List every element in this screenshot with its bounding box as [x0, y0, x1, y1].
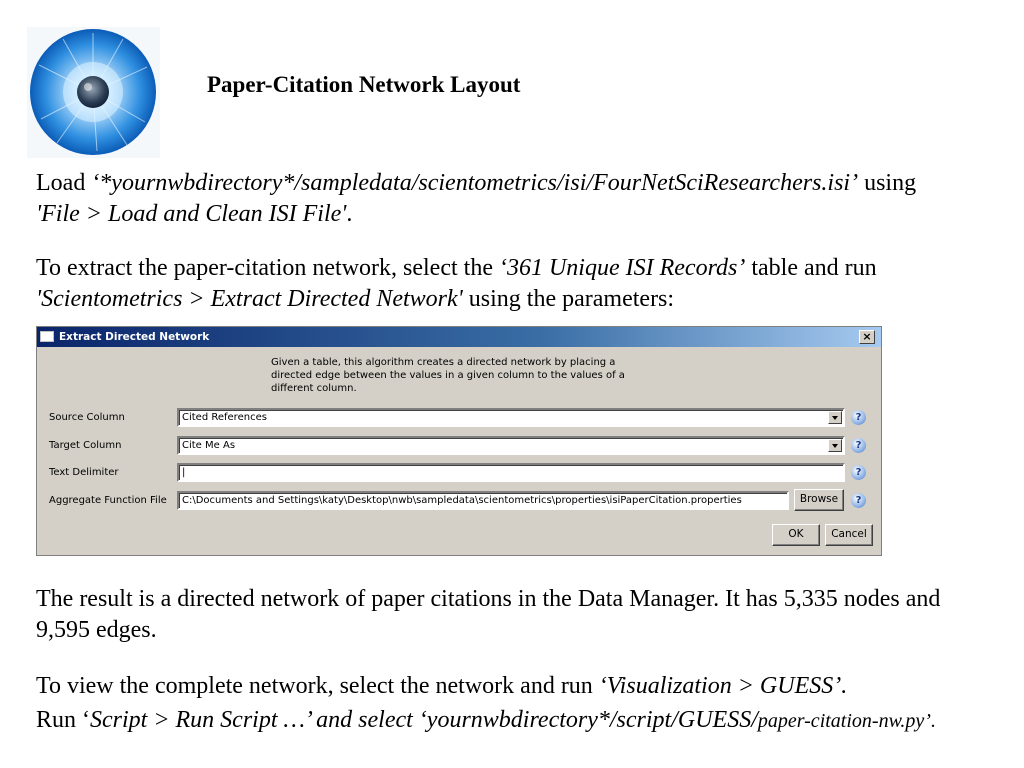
aggregate-function-file-value: C:\Documents and Settings\katy\Desktop\nwb\sampledata\scientometrics\properties\isiPaperCitation.properties: [182, 495, 742, 506]
p4-script-path: Script > Run Script …’ and select ‘yournwbdirectory*/script/GUESS/: [90, 707, 758, 733]
target-column-value: Cite Me As: [182, 440, 236, 451]
text-delimiter-input[interactable]: [177, 463, 845, 482]
dialog-description: Given a table, this algorithm creates a directed network by placing a directed edge between the values in a given column to the values of a different column.: [271, 357, 625, 394]
source-column-select[interactable]: [177, 408, 845, 427]
cancel-button[interactable]: Cancel: [825, 524, 873, 546]
target-help-icon[interactable]: ?: [851, 438, 866, 453]
ok-button[interactable]: OK: [772, 524, 820, 546]
aggregate-function-file-label: Aggregate Function File: [49, 495, 167, 506]
text-delimiter-value: |: [182, 467, 186, 478]
p2-text-3: table and run: [745, 255, 877, 281]
source-column-label: Source Column: [49, 412, 125, 423]
p1-menu-path: 'File > Load and Clean ISI File': [36, 201, 347, 227]
source-help-icon[interactable]: ?: [851, 410, 866, 425]
source-column-value: Cited References: [182, 412, 267, 423]
load-instruction: [36, 168, 996, 230]
p2-table-name: ‘361 Unique ISI Records’: [498, 255, 746, 281]
window-icon: [40, 331, 54, 342]
close-button[interactable]: ×: [859, 330, 875, 344]
p1-file-path: ‘*yournwbdirectory*/sampledata/scientometrics/isi/FourNetSciResearchers.isi’: [91, 170, 859, 196]
p2-menu-path: 'Scientometrics > Extract Directed Network': [36, 286, 463, 312]
result-description: The result is a directed network of paper citations in the Data Manager. It has 5,335 nodes and 9,595 edges.: [36, 586, 941, 643]
p2-text-1: To extract the paper-citation network, select the: [36, 255, 499, 281]
p4-text-1: To view the complete network, select the network and run: [36, 673, 599, 699]
target-column-select[interactable]: [177, 436, 845, 455]
aggregate-help-icon[interactable]: ?: [851, 493, 866, 508]
target-column-label: Target Column: [49, 440, 122, 451]
p4-text-3: Run ‘: [36, 707, 90, 733]
p1-text-5: .: [346, 201, 353, 227]
eye-logo-icon: [27, 27, 160, 158]
view-instruction: [36, 669, 1011, 738]
extract-instruction: [36, 253, 1011, 315]
page-title: Paper-Citation Network Layout: [207, 72, 521, 97]
extract-directed-network-dialog: [36, 326, 882, 556]
text-delimiter-label: Text Delimiter: [49, 467, 119, 478]
p1-text-3: using: [858, 170, 917, 196]
dialog-titlebar[interactable]: [37, 327, 881, 347]
p2-text-5: using the parameters:: [462, 286, 675, 312]
chevron-down-icon[interactable]: [828, 411, 842, 424]
p4-menu-path: ‘Visualization > GUESS’.: [598, 673, 848, 699]
p4-script-file: paper-citation-nw.py’.: [757, 710, 936, 732]
delimiter-help-icon[interactable]: ?: [851, 465, 866, 480]
aggregate-function-file-input[interactable]: [177, 491, 789, 510]
dialog-title: Extract Directed Network: [59, 331, 210, 343]
chevron-down-icon[interactable]: [828, 439, 842, 452]
p1-text-1: Load: [36, 170, 92, 196]
browse-button[interactable]: Browse: [794, 489, 844, 511]
